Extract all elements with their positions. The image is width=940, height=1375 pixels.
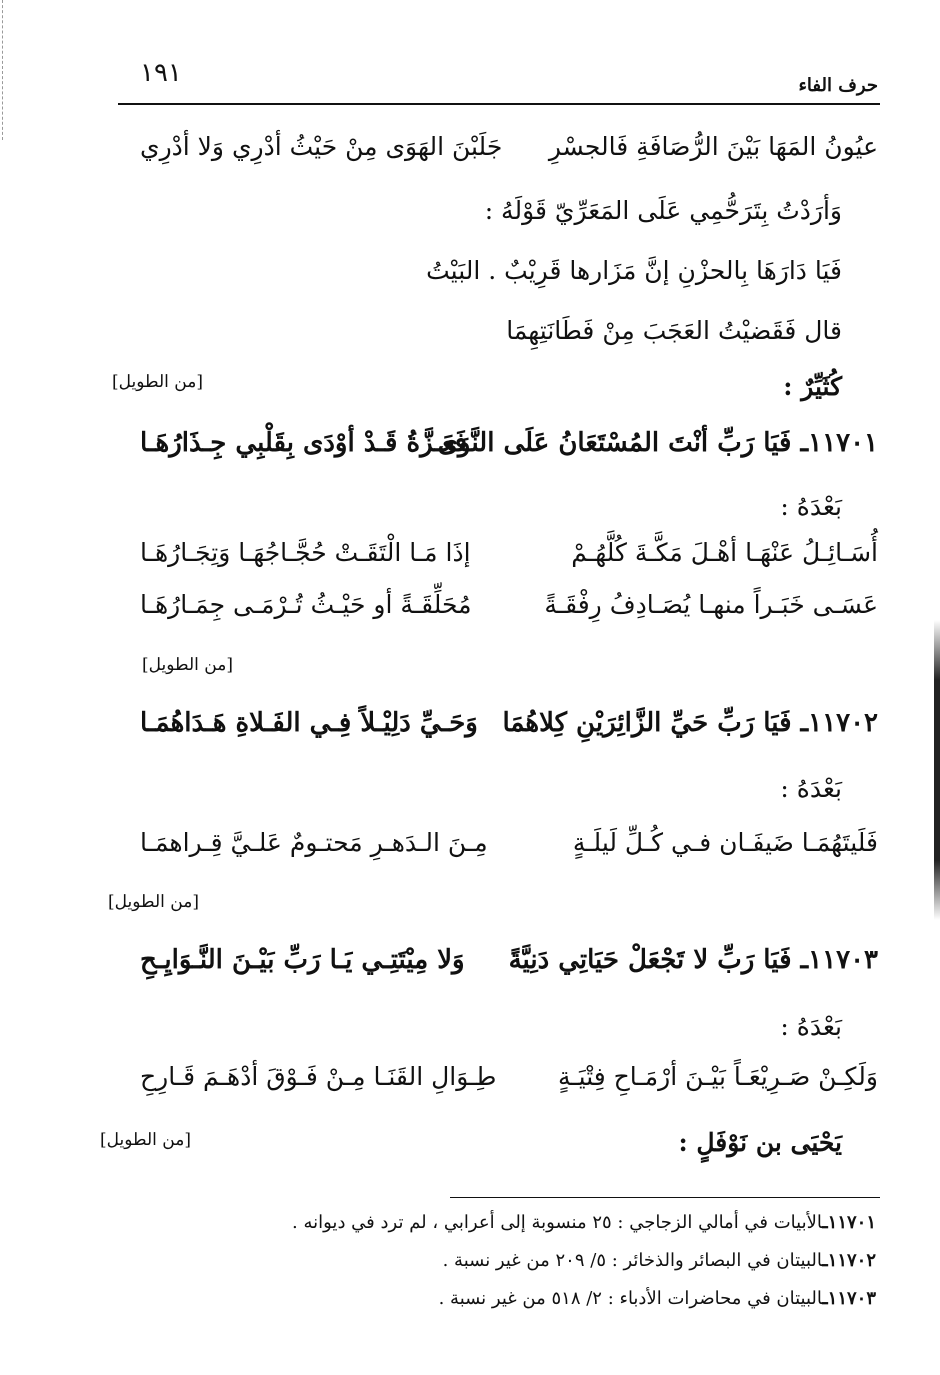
hemistich-first: ١١٧٠٢ـ فَيَا رَبِّ حَيِّ الزَّائِرَيْنِ كِلاهُمَا: [502, 708, 878, 738]
verse-number: ١١٧٠٣: [808, 945, 878, 975]
meter-label: [من الطويل]: [142, 655, 233, 675]
after-label: بَعْدَهُ :: [780, 1012, 842, 1041]
hemistich-second: وَحَـيِّ دَلِيْـلاً فِـي الفَـلاةِ هَـدَاهُمَـا: [140, 708, 478, 738]
poet-name: كُثَيِّرٌ :: [783, 372, 842, 401]
verse: [120, 538, 878, 582]
verse: [120, 590, 878, 634]
header-rule: [118, 103, 880, 105]
hemistich-first-text: فَيَا رَبِّ أنْتَ المُسْتَعَانُ عَلَى النَّوَى: [437, 428, 792, 458]
meter-label: [من الطويل]: [112, 372, 203, 392]
verse-number: ١١٧٠١: [808, 428, 878, 458]
meter-label: [من الطويل]: [108, 892, 199, 912]
numbered-verse: [120, 428, 878, 472]
footnote-text: البيتان في البصائر والذخائر : ٥/ ٢٠٩ من غير نسبة .: [442, 1250, 823, 1271]
hemistich-first: عَسَـى خَبَـراً منهـا يُصَـادِفُ رِفْقَـةً: [544, 590, 878, 619]
hemistich-second: جَلَبْنَ الهَوَى مِنْ حَيْثُ أدْرِي وَلا أدْرِي: [140, 132, 503, 161]
verse-number: ١١٧٠٢: [808, 708, 878, 738]
intro-verse: [120, 132, 878, 176]
numbered-verse: [120, 708, 878, 752]
hemistich-first: عيُونُ المَهَا بَيْنَ الرُّصَافَةِ فَالجسْرِ: [548, 132, 878, 161]
hemistich-first: ١١٧٠١ـ فَيَا رَبِّ أنْتَ المُسْتَعَانُ عَلَى النَّوَى: [437, 428, 878, 458]
footnote: [443, 1250, 876, 1271]
footnote-rule: [450, 1197, 880, 1198]
hemistich-second: مُحَلِّقَـةً أو حَيْـثُ تُـرْمَـى جِمَـارُهَـا: [140, 590, 472, 619]
verse: [120, 1062, 878, 1106]
meter-label: [من الطويل]: [100, 1130, 191, 1150]
scan-edge: [2, 0, 5, 140]
hemistich-second: إذَا مَـا الْتَقَـتْ حُجَّـاجُهَـا وَتِجَـارُهَـا: [140, 538, 471, 567]
footnote-number: ١١٧٠٣ـ: [822, 1288, 876, 1309]
hemistich-second: وَلا مِيْتَتِـي يَـا رَبِّ بَيْـنَ النَّـوَايِـحِ: [140, 945, 465, 975]
chapter-title: حرف الفاء: [798, 75, 878, 96]
prose-line: قال فَقَضيْتُ العَجَبَ مِنْ فَطَانَتِهِمَا: [506, 316, 842, 345]
footnote: [439, 1288, 876, 1309]
after-label: بَعْدَهُ :: [780, 774, 842, 803]
scan-binding-shadow: [934, 620, 940, 920]
footnote: [292, 1212, 876, 1233]
poet-name: يَحْيَى بن نَوْفَلٍ :: [678, 1128, 842, 1157]
footnote-number: ١١٧٠٢ـ: [822, 1250, 876, 1271]
verse: [120, 828, 878, 872]
hemistich-first: أُسَـائِـلُ عَنْهَـا أهْـلَ مَكَّـةَ كُلَّهُـمْ: [571, 538, 878, 567]
footnote-text: البيتان في محاضرات الأدباء : ٢/ ٥١٨ من غير نسبة .: [438, 1288, 823, 1309]
hemistich-second: طِـوَالِ القَنَـا مِـنْ فَـوْقَ أدْهَـمَ قَـارِحِ: [140, 1062, 497, 1091]
numbered-verse: [120, 945, 878, 989]
prose-line: وَأرَدْتُ بِتَرَحُّمِي عَلَى المَعَرِّيّ قَوْلَهُ :: [484, 196, 842, 225]
footnote-number: ١١٧٠١ـ: [822, 1212, 876, 1233]
hemistich-second: مِـنَ الـدَهـرِ مَحتـومٌ عَلـيَّ قِـراهمَـا: [140, 828, 488, 857]
hemistich-first: وَلَكِـنْ صَـرِيْعَـاً بَيْـنَ أرْمَـاحِ فِتْيَـةٍ: [557, 1062, 878, 1091]
hemistich-second: فَعَـزَّةُ قَـدْ أوْدَى بِقَلْبِي جِـذَارُهَـا: [140, 428, 468, 458]
hemistich-first: ١١٧٠٣ـ فَيَا رَبِّ لا تَجْعَلْ حَيَاتِي دَنِيَّةً: [508, 945, 878, 975]
hemistich-first-text: فَيَا رَبِّ لا تَجْعَلْ حَيَاتِي دَنِيَّةً: [508, 945, 792, 975]
hemistich-first-text: فَيَا رَبِّ حَيِّ الزَّائِرَيْنِ كِلاهُمَا: [502, 708, 792, 738]
footnote-text: الأبيات في أمالي الزجاجي : ٢٥ منسوبة إلى أعرابي ، لم ترد في ديوانه .: [292, 1212, 823, 1233]
hemistich-first: فَلَيتَهُمَـا ضَيفَـان فـي كُـلِّ لَيلَـةٍ: [572, 828, 878, 857]
prose-line: فَيَا دَارَهَا بِالحزْنِ إنَّ مَزَارها قَرِيْبٌ . البَيْتُ: [426, 256, 842, 285]
page-number: ١٩١: [140, 58, 182, 88]
after-label: بَعْدَهُ :: [780, 492, 842, 521]
